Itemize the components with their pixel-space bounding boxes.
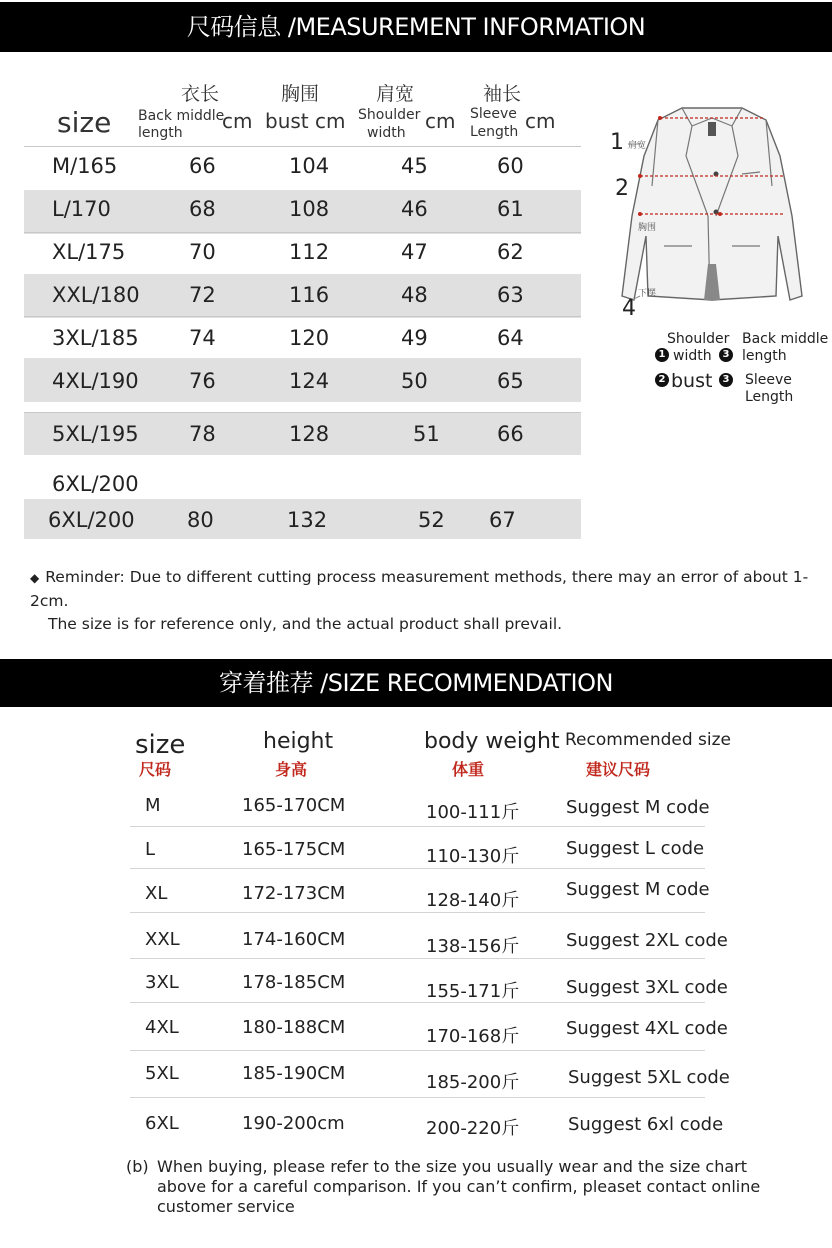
cell-length: 66 — [189, 154, 216, 178]
cell-shoulder: 52 — [418, 508, 445, 532]
cell-length: 72 — [189, 283, 216, 307]
cell-length: 80 — [187, 508, 214, 532]
rec-cell-height: 165-170CM — [242, 795, 346, 816]
diagram-number-2: 2 — [615, 176, 629, 201]
legend-shoulder-2: width — [673, 348, 712, 364]
jacket-illustration — [600, 96, 822, 326]
extra-size-label: 6XL/200 — [52, 472, 139, 496]
legend-dot-3a: 3 — [719, 348, 733, 362]
rec-cell-height: 190-200cm — [242, 1113, 345, 1134]
reminder-line-2: The size is for reference only, and the actual product shall prevail. — [48, 615, 563, 633]
rec-cell-recommendation: Suggest M code — [566, 879, 710, 900]
cell-bust: 108 — [289, 197, 330, 221]
cell-sleeve: 62 — [497, 240, 524, 264]
rec-cell-height: 165-175CM — [242, 839, 346, 860]
header-length-en-2: length — [138, 125, 183, 141]
cell-bust: 116 — [289, 283, 330, 307]
cell-sleeve: 65 — [497, 369, 524, 393]
buying-note-line-2: above for a careful comparison. If you can’t confirm, pleaset contact online — [157, 1177, 761, 1196]
header-sleeve-en-1: Sleeve — [470, 106, 517, 122]
bullet-icon: ◆ — [30, 571, 40, 585]
header-shoulder-cm: cm — [425, 109, 456, 133]
rec-cell-size: M — [145, 795, 161, 816]
rec-cell-weight: 100-111斤 — [426, 802, 520, 823]
rec-rule — [130, 912, 705, 913]
rec-cell-weight: 128-140斤 — [426, 890, 520, 911]
legend-bust: bust — [671, 370, 713, 392]
header-shoulder-en-1: Shoulder — [358, 107, 421, 123]
cell-size: 5XL/195 — [52, 422, 139, 446]
rec-cell-height: 180-188CM — [242, 1017, 346, 1038]
rec-cell-recommendation: Suggest 5XL code — [568, 1067, 730, 1088]
rec-rule — [130, 958, 705, 959]
cell-shoulder: 48 — [401, 283, 428, 307]
table-rule — [24, 146, 581, 147]
rec-cell-weight: 155-171斤 — [426, 981, 520, 1002]
rec-header-size: size — [135, 730, 186, 760]
cell-shoulder: 45 — [401, 154, 428, 178]
header-sleeve-zh: 袖长 — [483, 83, 522, 105]
legend-sleeve-2: Length — [745, 389, 794, 405]
header-sleeve-cm: cm — [525, 109, 556, 133]
cell-sleeve: 61 — [497, 197, 524, 221]
rec-rule — [130, 1097, 705, 1098]
rec-cell-size: XL — [145, 883, 168, 904]
header-bust-zh: 胸围 — [281, 83, 320, 105]
rec-cell-recommendation: Suggest 3XL code — [566, 977, 728, 998]
rec-header-size-zh: 尺码 — [139, 760, 172, 779]
cell-bust: 112 — [289, 240, 330, 264]
table-rule — [24, 232, 581, 233]
cell-length: 70 — [189, 240, 216, 264]
rec-cell-recommendation: Suggest 4XL code — [566, 1018, 728, 1039]
diagram-label-hem: 下摆 — [638, 289, 657, 299]
rec-cell-recommendation: Suggest 6xl code — [568, 1114, 724, 1135]
cell-sleeve: 67 — [489, 508, 516, 532]
rec-cell-height: 174-160CM — [242, 929, 346, 950]
rec-cell-recommendation: Suggest L code — [566, 838, 705, 859]
legend-dot-3b: 3 — [719, 373, 733, 387]
rec-cell-size: 3XL — [145, 972, 179, 993]
buying-note-line-3: customer service — [157, 1197, 295, 1216]
rec-rule — [130, 1002, 705, 1003]
cell-bust: 120 — [289, 326, 330, 350]
cell-size: L/170 — [52, 197, 111, 221]
cell-sleeve: 60 — [497, 154, 524, 178]
legend-sleeve-1: Sleeve — [745, 372, 792, 388]
rec-header-height: height — [263, 729, 334, 754]
diagram-number-1: 1 — [610, 130, 624, 155]
buying-note-line-1: When buying, please refer to the size you usually wear and the size chart — [157, 1157, 748, 1176]
rec-rule — [130, 1050, 705, 1051]
legend-dot-2: 2 — [655, 373, 669, 387]
cell-size: 6XL/200 — [48, 508, 135, 532]
rec-header-recommended: Recommended size — [565, 730, 732, 750]
rec-cell-weight: 185-200斤 — [426, 1072, 520, 1093]
cell-shoulder: 46 — [401, 197, 428, 221]
rec-header-recommended-zh: 建议尺码 — [586, 760, 651, 779]
buying-note — [126, 1157, 806, 1217]
rec-header-weight-zh: 体重 — [452, 760, 485, 779]
header-sleeve-en-2: Length — [470, 124, 519, 140]
rec-rule — [130, 826, 705, 827]
rec-cell-size: L — [145, 839, 156, 860]
cell-size: XL/175 — [52, 240, 126, 264]
cell-shoulder: 50 — [401, 369, 428, 393]
header-shoulder-zh: 肩宽 — [376, 83, 415, 105]
cell-size: M/165 — [52, 154, 118, 178]
cell-shoulder: 49 — [401, 326, 428, 350]
legend-back-1: Back middle — [742, 331, 829, 347]
rec-cell-weight: 138-156斤 — [426, 936, 520, 957]
cell-shoulder: 51 — [413, 422, 440, 446]
cell-bust: 128 — [289, 422, 330, 446]
rec-cell-recommendation: Suggest M code — [566, 797, 710, 818]
rec-cell-recommendation: Suggest 2XL code — [566, 930, 728, 951]
rec-header-height-zh: 身高 — [275, 760, 308, 779]
cell-size: 3XL/185 — [52, 326, 139, 350]
reminder-line-1: Reminder: Due to different cutting process measurement methods, there may an error of about 1-2cm. — [30, 568, 809, 610]
header-length-cm: cm — [222, 109, 253, 133]
header-length-zh: 衣长 — [181, 83, 220, 105]
cell-length: 74 — [189, 326, 216, 350]
rec-cell-weight: 200-220斤 — [426, 1118, 520, 1139]
rec-header-weight: body weight — [424, 729, 560, 754]
header-shoulder-en-2: width — [367, 125, 406, 141]
rec-cell-size: XXL — [145, 929, 180, 950]
rec-cell-size: 4XL — [145, 1017, 179, 1038]
diagram-label-bust: 胸围 — [638, 223, 657, 233]
rec-cell-weight: 110-130斤 — [426, 846, 520, 867]
legend-shoulder-1: Shoulder — [667, 331, 730, 347]
rec-cell-size: 5XL — [145, 1063, 179, 1084]
cell-bust: 132 — [287, 508, 328, 532]
cell-length: 76 — [189, 369, 216, 393]
cell-bust: 124 — [289, 369, 330, 393]
diagram-label-shoulder: 肩宽 — [628, 141, 647, 151]
header-size: size — [57, 106, 112, 139]
rec-cell-size: 6XL — [145, 1113, 179, 1134]
recommendation-banner: 穿着推荐 /SIZE RECOMMENDATION — [0, 659, 832, 707]
cell-sleeve: 66 — [497, 422, 524, 446]
measurement-banner: 尺码信息 /MEASUREMENT INFORMATION — [0, 2, 832, 52]
cell-length: 78 — [189, 422, 216, 446]
legend-dot-1: 1 — [655, 348, 669, 362]
rec-cell-height: 185-190CM — [242, 1063, 346, 1084]
legend-back-2: length — [742, 348, 787, 364]
rec-cell-height: 178-185CM — [242, 972, 346, 993]
cell-size: XXL/180 — [52, 283, 140, 307]
cell-bust: 104 — [289, 154, 330, 178]
header-length-en-1: Back middle — [138, 108, 225, 124]
rec-cell-height: 172-173CM — [242, 883, 346, 904]
buying-note-marker: (b) — [126, 1157, 149, 1176]
rec-cell-weight: 170-168斤 — [426, 1026, 520, 1047]
cell-length: 68 — [189, 197, 216, 221]
reminder-note — [30, 566, 820, 636]
cell-shoulder: 47 — [401, 240, 428, 264]
table-rule — [24, 316, 581, 317]
diagram-number-4: 4 — [622, 296, 636, 321]
cell-size: 4XL/190 — [52, 369, 139, 393]
cell-sleeve: 64 — [497, 326, 524, 350]
rec-rule — [130, 868, 705, 869]
header-bust-en: bust cm — [265, 109, 346, 133]
cell-sleeve: 63 — [497, 283, 524, 307]
